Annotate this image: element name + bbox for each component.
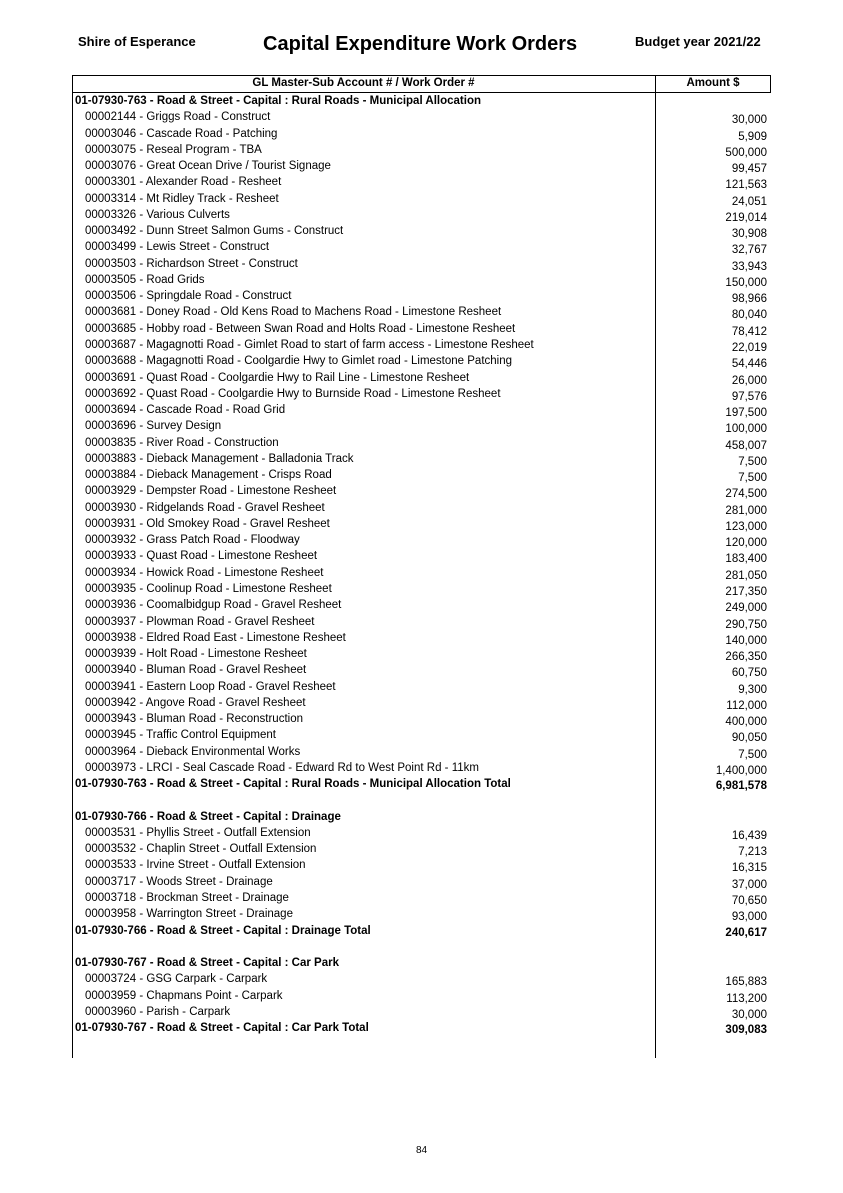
section-heading-label: 01-07930-766 - Road & Street - Capital : Drainage [75, 810, 341, 823]
table-row [72, 744, 771, 760]
row-description: 00003960 - Parish - Carpark [85, 1005, 231, 1018]
table-row [72, 874, 771, 890]
table-row [72, 483, 771, 499]
section-total-label: 01-07930-766 - Road & Street - Capital : Drainage Total [75, 924, 371, 937]
table-row [72, 337, 771, 353]
section-heading [72, 955, 771, 971]
table-row [72, 467, 771, 483]
row-amount: 121,563 [725, 179, 767, 192]
section-total-row [72, 776, 771, 792]
table-row [72, 679, 771, 695]
row-amount: 150,000 [725, 276, 767, 289]
row-description: 00003499 - Lewis Street - Construct [85, 241, 270, 254]
section-heading [72, 93, 771, 109]
row-amount: 281,050 [725, 569, 767, 582]
row-description: 00003930 - Ridgelands Road - Gravel Resheet [85, 501, 325, 514]
row-amount: 60,750 [731, 667, 767, 680]
row-description: 00003533 - Irvine Street - Outfall Extension [85, 859, 306, 872]
row-description: 00003681 - Doney Road - Old Kens Road to Machens Road - Limestone Resheet [85, 306, 502, 319]
row-description: 00003696 - Survey Design [85, 420, 222, 433]
row-description: 00003692 - Quast Road - Coolgardie Hwy to Burnside Road - Limestone Resheet [85, 387, 501, 400]
row-amount: 281,000 [725, 504, 767, 517]
row-amount: 274,500 [725, 488, 767, 501]
row-amount: 16,315 [731, 862, 767, 875]
section-heading-label: 01-07930-767 - Road & Street - Capital : Car Park [75, 957, 339, 970]
row-description: 00003933 - Quast Road - Limestone Resheet [85, 550, 318, 563]
table-row [72, 174, 771, 190]
table-row [72, 581, 771, 597]
table-row [72, 971, 771, 987]
row-description: 00003945 - Traffic Control Equipment [85, 729, 276, 742]
section-total-amount: 6,981,578 [715, 780, 767, 793]
table-row [72, 158, 771, 174]
row-description: 00003959 - Chapmans Point - Carpark [85, 989, 283, 1002]
row-amount: 24,051 [731, 195, 767, 208]
row-amount: 7,500 [738, 748, 767, 761]
row-amount: 7,500 [738, 472, 767, 485]
section-total-label: 01-07930-767 - Road & Street - Capital : Car Park Total [75, 1022, 369, 1035]
row-description: 00003694 - Cascade Road - Road Grid [85, 404, 286, 417]
table-row [72, 272, 771, 288]
row-amount: 197,500 [725, 407, 767, 420]
row-description: 00003685 - Hobby road - Between Swan Road and Holts Road - Limestone Resheet [85, 322, 516, 335]
table-row [72, 548, 771, 564]
row-amount: 458,007 [725, 439, 767, 452]
row-amount: 33,943 [731, 260, 767, 273]
table-row [72, 646, 771, 662]
row-description: 00003937 - Plowman Road - Gravel Resheet [85, 615, 315, 628]
section-spacer [72, 939, 771, 955]
table-row [72, 256, 771, 272]
section-total-amount: 240,617 [725, 926, 767, 939]
column-header-amount: Amount $ [686, 77, 740, 89]
table-row [72, 304, 771, 320]
row-amount: 7,500 [738, 455, 767, 468]
row-description: 00003505 - Road Grids [85, 273, 205, 286]
row-description: 00003075 - Reseal Program - TBA [85, 143, 262, 156]
table-row [72, 451, 771, 467]
row-description: 00002144 - Griggs Road - Construct [85, 111, 271, 124]
row-amount: 100,000 [725, 423, 767, 436]
table-row [72, 207, 771, 223]
row-description: 00003935 - Coolinup Road - Limestone Resheet [85, 582, 332, 595]
row-description: 00003932 - Grass Patch Road - Floodway [85, 534, 300, 547]
row-description: 00003941 - Eastern Loop Road - Gravel Resheet [85, 680, 336, 693]
table-row [72, 565, 771, 581]
row-amount: 26,000 [731, 374, 767, 387]
row-description: 00003688 - Magagnotti Road - Coolgardie Hwy to Gimlet road - Limestone Patching [85, 355, 513, 368]
row-amount: 217,350 [725, 585, 767, 598]
row-description: 00003964 - Dieback Environmental Works [85, 745, 301, 758]
table-row [72, 402, 771, 418]
row-amount: 183,400 [725, 553, 767, 566]
row-amount: 249,000 [725, 602, 767, 615]
row-description: 00003835 - River Road - Construction [85, 436, 279, 449]
row-amount: 5,909 [738, 130, 767, 143]
row-description: 00003717 - Woods Street - Drainage [85, 875, 273, 888]
row-amount: 112,000 [726, 699, 767, 712]
table-row [72, 109, 771, 125]
table-row [72, 662, 771, 678]
section-spacer [72, 792, 771, 808]
row-amount: 54,446 [731, 358, 767, 371]
table-row [72, 906, 771, 922]
section-total-row [72, 923, 771, 939]
table-row [72, 988, 771, 1004]
row-description: 00003046 - Cascade Road - Patching [85, 127, 278, 140]
row-amount: 78,412 [731, 325, 767, 338]
table-row [72, 825, 771, 841]
row-description: 00003718 - Brockman Street - Drainage [85, 892, 289, 905]
row-description: 00003938 - Eldred Road East - Limestone Resheet [85, 631, 346, 644]
table-row [72, 321, 771, 337]
row-amount: 123,000 [725, 520, 767, 533]
row-description: 00003943 - Bluman Road - Reconstruction [85, 713, 303, 726]
table-row [72, 370, 771, 386]
row-description: 00003314 - Mt Ridley Track - Resheet [85, 192, 279, 205]
row-description: 00003931 - Old Smokey Road - Gravel Resheet [85, 517, 330, 530]
table-row [72, 760, 771, 776]
row-amount: 98,966 [731, 293, 767, 306]
page-number: 84 [415, 1145, 428, 1156]
table-row [72, 353, 771, 369]
row-description: 00003492 - Dunn Street Salmon Gums - Construct [85, 225, 344, 238]
row-description: 00003691 - Quast Road - Coolgardie Hwy to Rail Line - Limestone Resheet [85, 371, 470, 384]
row-description: 00003936 - Coomalbidgup Road - Gravel Resheet [85, 599, 342, 612]
row-amount: 93,000 [731, 911, 767, 924]
table-row [72, 1004, 771, 1020]
row-amount: 113,200 [726, 992, 767, 1005]
row-amount: 16,439 [731, 829, 767, 842]
table-row [72, 191, 771, 207]
table-row [72, 841, 771, 857]
row-amount: 219,014 [725, 211, 767, 224]
table-row [72, 126, 771, 142]
table-row [72, 386, 771, 402]
row-amount: 30,000 [731, 1008, 767, 1021]
table-row [72, 727, 771, 743]
row-amount: 30,000 [731, 114, 767, 127]
row-description: 00003503 - Richardson Street - Construct [85, 257, 298, 270]
column-header-description: GL Master-Sub Account # / Work Order # [252, 77, 475, 89]
table-row [72, 288, 771, 304]
row-amount: 22,019 [731, 341, 767, 354]
row-description: 00003973 - LRCI - Seal Cascade Road - Edward Rd to West Point Rd - 11km [85, 761, 479, 774]
row-description: 00003076 - Great Ocean Drive / Tourist Signage [85, 160, 331, 173]
row-amount: 266,350 [725, 651, 767, 664]
table-row [72, 435, 771, 451]
table-row [72, 890, 771, 906]
page-title: Capital Expenditure Work Orders [263, 33, 578, 55]
row-description: 00003724 - GSG Carpark - Carpark [85, 973, 268, 986]
section-total-amount: 309,083 [725, 1024, 767, 1037]
table-row [72, 614, 771, 630]
table-body [72, 93, 771, 1036]
table-row [72, 857, 771, 873]
row-description: 00003506 - Springdale Road - Construct [85, 290, 292, 303]
row-amount: 99,457 [731, 163, 767, 176]
row-description: 00003301 - Alexander Road - Resheet [85, 176, 282, 189]
row-description: 00003531 - Phyllis Street - Outfall Extension [85, 826, 311, 839]
row-amount: 400,000 [725, 716, 767, 729]
section-heading [72, 809, 771, 825]
row-description: 00003884 - Dieback Management - Crisps Road [85, 469, 332, 482]
row-amount: 290,750 [725, 618, 767, 631]
table-row [72, 500, 771, 516]
table-border-right [770, 75, 771, 92]
work-orders-table [72, 75, 771, 1058]
table-row [72, 630, 771, 646]
row-amount: 165,883 [725, 976, 767, 989]
row-description: 00003958 - Warrington Street - Drainage [85, 908, 293, 921]
table-row [72, 142, 771, 158]
row-amount: 30,908 [731, 228, 767, 241]
row-amount: 70,650 [731, 895, 767, 908]
header-shire-name: Shire of Esperance [78, 34, 196, 49]
table-row [72, 223, 771, 239]
row-amount: 97,576 [731, 390, 767, 403]
table-row [72, 597, 771, 613]
section-total-row [72, 1020, 771, 1036]
row-description: 00003942 - Angove Road - Gravel Resheet [85, 696, 306, 709]
row-description: 00003883 - Dieback Management - Balladonia Track [85, 452, 354, 465]
table-row [72, 695, 771, 711]
table-border-top [72, 75, 771, 76]
table-row [72, 418, 771, 434]
row-description: 00003687 - Magagnotti Road - Gimlet Road to start of farm access - Limestone Resheet [85, 338, 534, 351]
row-description: 00003940 - Bluman Road - Gravel Resheet [85, 664, 307, 677]
table-row [72, 532, 771, 548]
table-row [72, 516, 771, 532]
row-amount: 1,400,000 [715, 764, 767, 777]
row-amount: 500,000 [725, 146, 767, 159]
row-amount: 90,050 [731, 732, 767, 745]
row-amount: 7,213 [738, 846, 767, 859]
row-description: 00003532 - Chaplin Street - Outfall Extension [85, 843, 317, 856]
row-amount: 32,767 [731, 244, 767, 257]
row-description: 00003326 - Various Culverts [85, 208, 230, 221]
section-total-label: 01-07930-763 - Road & Street - Capital : Rural Roads - Municipal Allocation Total [75, 778, 511, 791]
row-description: 00003929 - Dempster Road - Limestone Resheet [85, 485, 337, 498]
row-amount: 80,040 [731, 309, 767, 322]
table-row [72, 711, 771, 727]
row-description: 00003934 - Howick Road - Limestone Resheet [85, 566, 324, 579]
row-amount: 9,300 [738, 683, 767, 696]
row-amount: 140,000 [725, 634, 767, 647]
row-amount: 37,000 [731, 878, 767, 891]
section-heading-label: 01-07930-763 - Road & Street - Capital : Rural Roads - Municipal Allocation [75, 95, 481, 107]
header-budget-year: Budget year 2021/22 [635, 34, 761, 49]
row-amount: 120,000 [725, 537, 767, 550]
table-row [72, 239, 771, 255]
row-description: 00003939 - Holt Road - Limestone Resheet [85, 648, 307, 661]
